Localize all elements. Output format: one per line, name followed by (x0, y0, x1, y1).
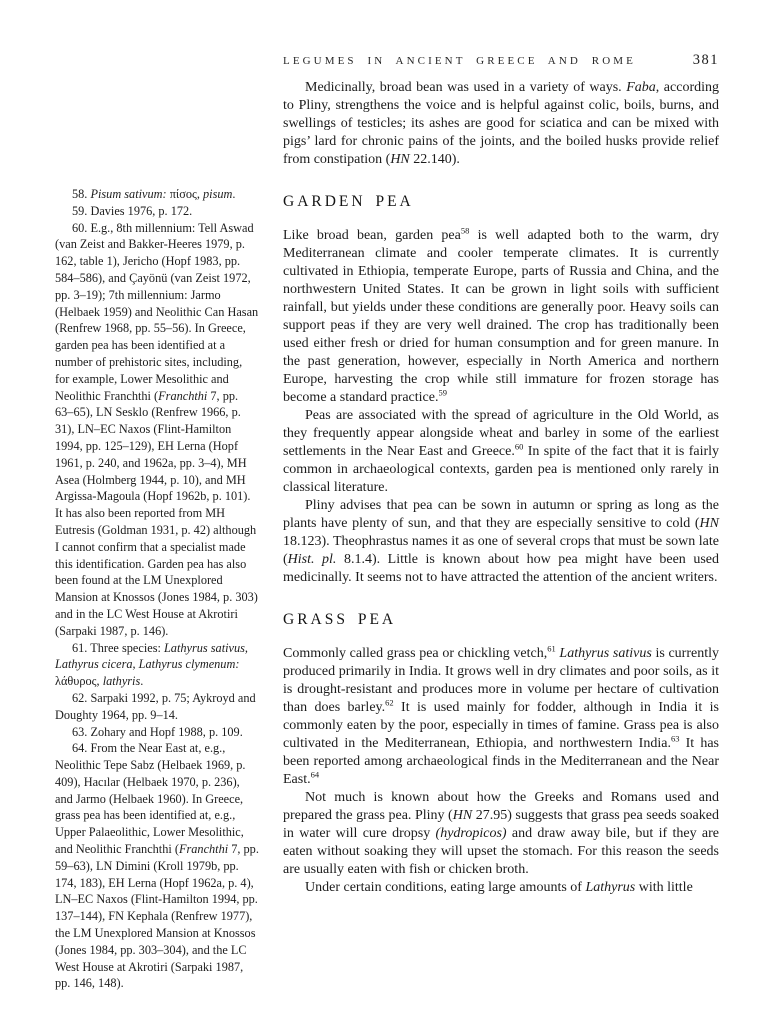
footnote-63: 63. Zohary and Hopf 1988, p. 109. (72, 724, 243, 739)
running-title: LEGUMES IN ANCIENT GREECE AND ROME (283, 55, 636, 67)
footnote-58: 58. Pisum sativum: πίσος, pisum. (72, 187, 236, 201)
paragraph-grass-pea-conditions: Under certain conditions, eating large amounts of Lathyrus with little (305, 880, 693, 895)
section-heading-garden-pea: GARDEN PEA (283, 193, 414, 210)
paragraph-grass-pea-production: Commonly called grass pea or chickling vetch,$^{61}$ Lathyrus sativus is currently produced primarily in India. It grows well in dry climates and poor soils, as it is drought-resistant and produces more in volume per hectare of cultivation than does barley.$^{62}$ It is used mainly for fodder, although in India it is commonly eaten by the poor, especially in times of famine. Grass pea is also cultivated in the Mediterranean, Ethiopia, and northwestern India.$^{63}$ It has been reported among archaeological finds in the Mediterranean and the Near East.$^{64}$ (283, 643, 719, 787)
paragraph-grass-pea-greeks-romans: Not much is known about how the Greeks and Romans used and prepared the grass pea. Pliny (HN 27.95) suggests that grass pea seeds soaked in water will cure dropsy (hydropicos) and draw away bile, but if they are eaten without soaking they will upset the stomach. For this reason the seeds are usually eaten with fish or chicken broth. (283, 790, 719, 877)
footnote-60: 60. E.g., 8th millennium: Tell Aswad (van Zeist and Bakker-Heeres 1979, p. 162, table 1), Jericho (Hopf 1983, pp. 584–586), and Çayönü (van Zeist 1972, pp. 3–19); 7th millennium: Jarmo (Helbaek 1959) and Neolithic Can Hasan (Renfrew 1968, pp. 55–56). In Greece, garden pea has been identified at a number of prehistoric sites, including, for example, Lower Mesolithic and Neolithic Franchthi (Franchthi 7, pp. 63–65), LN Sesklo (Renfrew 1966, p. 31), LN–EC Naxos (Flint-Hamilton 1994, pp. 125–129), EH Lerna (Hopf 1961, p. 240, and 1962a, pp. 3–4), MH Asea (Holmberg 1944, p. 10), and MH Argissa-Magoula (Hopf 1962b, p. 101). It has also been reported from MH Eutresis (Goldman 1931, p. 42) although I cannot confirm that a specialist made this identification. Garden pea has also been found at the LM Unexplored Mansion at Knossos (Jones 1984, p. 303) and in the LC West House at Akrotiri (Sarpaki 1987, p. 146). (55, 220, 259, 638)
footnote-59: 59. Davies 1976, p. 172. (72, 203, 193, 218)
main-text-column (283, 79, 719, 897)
page-header (283, 52, 719, 69)
footnote-61: 61. Three species: Lathyrus sativus, Lathyrus cicera, Lathyrus clymenum: λάθυρος, lathyris. (55, 640, 249, 689)
footnotes-column (55, 186, 259, 992)
footnote-62: 62. Sarpaki 1992, p. 75; Aykroyd and Doughty 1964, pp. 9–14. (55, 690, 256, 722)
footnote-64: 64. From the Near East at, e.g., Neolithic Tepe Sabz (Helbaek 1969, p. 409), Hacılar (Helbaek 1970, p. 236), and Jarmo (Helbaek 1960). In Greece, grass pea has been identified at, e.g., Upper Palaeolithic, Lower Mesolithic, and Neolithic Franchthi (Franchthi 7, pp. 59–63), LN Dimini (Kroll 1979b, pp. 174, 183), EH Lerna (Hopf 1962a, p. 4), LN–EC Naxos (Flint-Hamilton 1994, pp. 137–144), FN Kephala (Renfrew 1977), the LM Unexplored Mansion at Knossos (Jones 1984, pp. 303–304), and the LC West House at Akrotiri (Sarpaki 1987, pp. 146, 148). (55, 741, 259, 991)
paragraph-broad-bean-medicinal: Medicinally, broad bean was used in a variety of ways. Faba, according to Pliny, strengthens the voice and is helpful against colic, boils, burns, and swellings of testicles; its ashes are good for sciatica and can be mixed with pigs’ lard for chronic pains of the joints, and the boiled husks provide relief from constipation (HN 22.140). (283, 80, 719, 167)
paragraph-garden-pea-cultivation: Like broad bean, garden pea$^{58}$ is well adapted both to the warm, dry Mediterranean climate and cooler temperate climates. It is currently cultivated in Ethiopia, temperate Europe, parts of Russia and China, and the northwestern United States. It can be grown in light soils with sufficient rainfall, but yields under these conditions are generally poor. Heavy soils can support peas if they are very well drained. The crop has traditionally been used either fresh or dried for human consumption and for green manure. In the past generation, however, especially in North America and northern Europe, harvesting the crop while still immature for frozen storage has become a standard practice.$^{59}$ (283, 225, 719, 405)
page-number: 381 (692, 52, 719, 68)
section-heading-grass-pea: GRASS PEA (283, 611, 397, 628)
paragraph-garden-pea-pliny: Pliny advises that pea can be sown in autumn or spring as long as the plants have plenty of sun, and that they are especially sensitive to cold (HN 18.123). Theophrastus names it as one of several crops that must be sown late (Hist. pl. 8.1.4). Little is known about how pea might have been used medicinally. It seems not to have attracted the attention of the ancient writers. (283, 498, 720, 585)
paragraph-garden-pea-agriculture-spread: Peas are associated with the spread of agriculture in the Old World, as they frequently appear alongside wheat and barley in some of the earliest settlements in the Near East and Greece.$^{60}$ In spite of the fact that it is fairly common in archaeological contexts, garden pea is mentioned only rarely in classical literature. (283, 408, 720, 495)
